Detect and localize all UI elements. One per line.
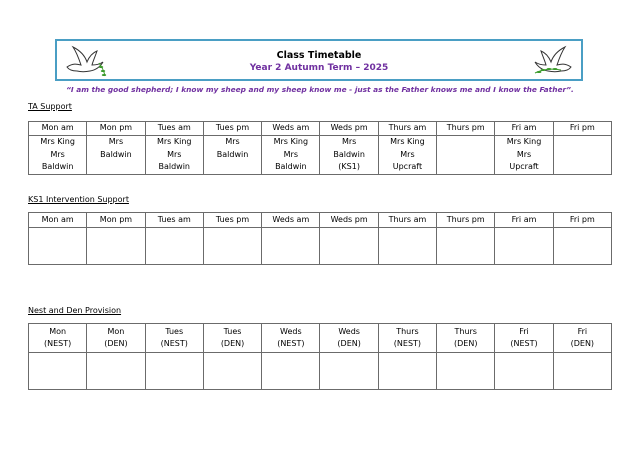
column-header: Fri pm — [553, 122, 611, 136]
column-header: Tues am — [145, 213, 203, 228]
table-cell: Mrs King Mrs Baldwin — [262, 136, 320, 175]
nest-den-table — [28, 323, 612, 390]
column-header: Weds pm — [320, 213, 378, 228]
table-cell — [495, 228, 553, 265]
page-title: Class Timetable — [276, 50, 362, 61]
column-header: Tues pm — [203, 213, 261, 228]
table-cell: Mrs King Mrs Baldwin — [29, 136, 87, 175]
column-header: Weds (DEN) — [320, 324, 378, 353]
table-cell — [203, 353, 261, 390]
column-header: Weds (NEST) — [262, 324, 320, 353]
table-cell: Mrs King Mrs Baldwin — [145, 136, 203, 175]
column-header: Mon (NEST) — [29, 324, 87, 353]
table-cell — [29, 228, 87, 265]
table-cell — [29, 353, 87, 390]
timetable-header — [55, 39, 583, 81]
column-header: Tues (DEN) — [203, 324, 261, 353]
table-cell: Mrs King Mrs Upcraft — [378, 136, 436, 175]
table-cell — [145, 353, 203, 390]
section-title-nest-den: Nest and Den Provision — [28, 306, 122, 315]
table-cell — [203, 228, 261, 265]
section-title-ks1-intervention: KS1 Intervention Support — [28, 195, 129, 204]
table-cell — [437, 353, 495, 390]
table-cell: Mrs Baldwin (KS1) — [320, 136, 378, 175]
table-cell — [378, 353, 436, 390]
column-header: Mon pm — [87, 213, 145, 228]
column-header: Tues am — [145, 122, 203, 136]
table-cell — [262, 353, 320, 390]
column-header: Mon (DEN) — [87, 324, 145, 353]
table-cell — [553, 228, 611, 265]
ks1-intervention-table — [28, 212, 612, 265]
column-header: Thurs (DEN) — [437, 324, 495, 353]
table-cell — [553, 353, 611, 390]
table-cell: Mrs Baldwin — [87, 136, 145, 175]
column-header: Tues pm — [203, 122, 261, 136]
column-header: Thurs am — [378, 213, 436, 228]
table-cell — [262, 228, 320, 265]
table-cell — [87, 228, 145, 265]
table-header-row — [29, 213, 612, 228]
column-header: Fri am — [495, 213, 553, 228]
table-cell — [437, 136, 495, 175]
scripture-quote: “I am the good shepherd; I know my sheep and my sheep know me - just as the Father knows me and I know the Father”. — [66, 85, 574, 94]
table-cell — [320, 353, 378, 390]
table-cell — [145, 228, 203, 265]
ta-support-table — [28, 121, 612, 175]
column-header: Thurs pm — [437, 122, 495, 136]
table-cell — [87, 353, 145, 390]
column-header: Weds pm — [320, 122, 378, 136]
table-header-row — [29, 324, 612, 353]
column-header: Weds am — [262, 122, 320, 136]
dove-with-olive-branch-icon — [63, 43, 107, 79]
table-cell — [378, 228, 436, 265]
table-cell — [320, 228, 378, 265]
column-header: Thurs (NEST) — [378, 324, 436, 353]
column-header: Thurs am — [378, 122, 436, 136]
column-header: Mon pm — [87, 122, 145, 136]
table-row — [29, 136, 612, 175]
section-title-ta-support: TA Support — [28, 102, 72, 111]
table-cell: Mrs King Mrs Upcraft — [495, 136, 553, 175]
table-row — [29, 228, 612, 265]
column-header: Thurs pm — [437, 213, 495, 228]
page-subtitle: Year 2 Autumn Term – 2025 — [249, 63, 389, 73]
table-cell — [495, 353, 553, 390]
column-header: Fri (NEST) — [495, 324, 553, 353]
table-cell — [553, 136, 611, 175]
table-header-row — [29, 122, 612, 136]
column-header: Fri (DEN) — [553, 324, 611, 353]
column-header: Fri am — [495, 122, 553, 136]
table-cell: Mrs Baldwin — [203, 136, 261, 175]
table-row — [29, 353, 612, 390]
column-header: Weds am — [262, 213, 320, 228]
column-header: Fri pm — [553, 213, 611, 228]
dove-with-olive-branch-icon — [531, 43, 575, 79]
table-cell — [437, 228, 495, 265]
column-header: Mon am — [29, 122, 87, 136]
column-header: Mon am — [29, 213, 87, 228]
column-header: Tues (NEST) — [145, 324, 203, 353]
